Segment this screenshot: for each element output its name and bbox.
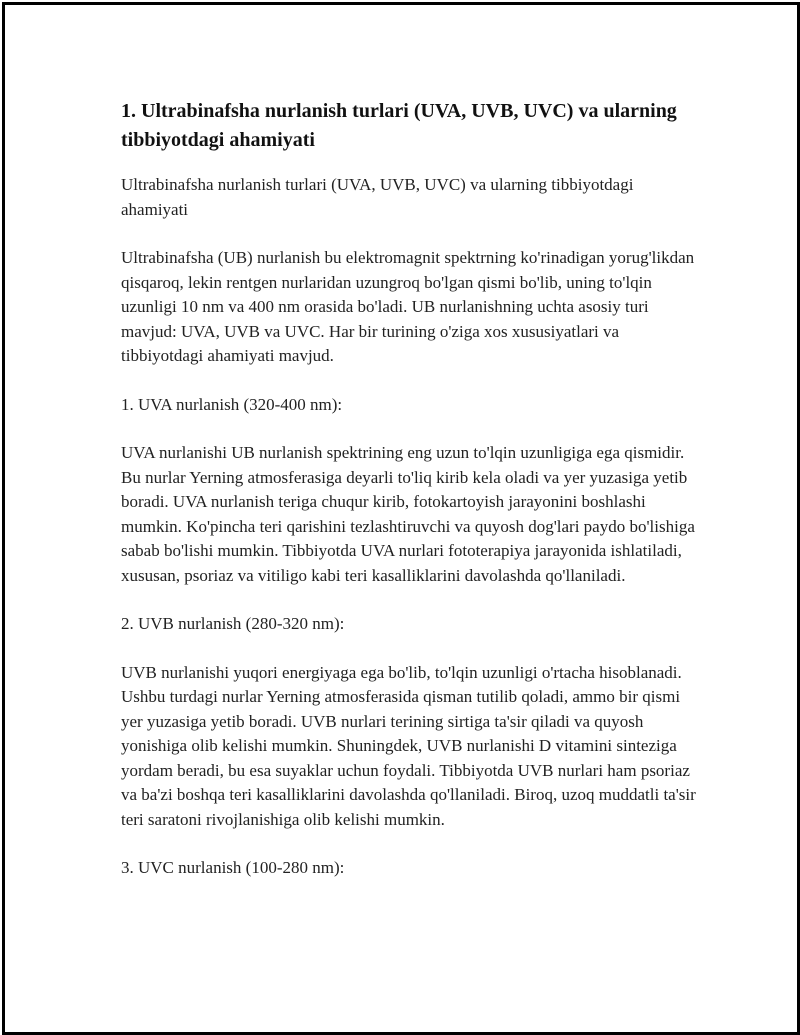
uva-paragraph: UVA nurlanishi UB nurlanish spektrining eng uzun to'lqin uzunligiga ega qismidir. Bu nurlar Yerning atmosferasiga deyarli to'liq kirib kela oladi va yer yuzasiga yetib boradi. UVA nurlanish teriga chuqur kirib, fotokartoyish jarayonini boshlashi mumkin. Ko'pincha teri qarishini tezlashtiruvchi va quyosh dog'lari paydo bo'lishiga sabab bo'lishi mumkin. Tibbiyotda UVA nurlari fototerapiya jarayonida ishlatiladi, xususan, psoriaz va vitiligo kabi teri kasalliklarini davolashda qo'llaniladi. xyxy=(121,443,695,585)
document-title: 1. Ultrabinafsha nurlanish turlari (UVA, UVB, UVC) va ularning tibbiyotdagi ahamiyati xyxy=(121,100,677,151)
uvb-heading: 2. UVB nurlanish (280-320 nm): xyxy=(121,614,345,633)
uvb-paragraph: UVB nurlanishi yuqori energiyaga ega bo'lib, to'lqin uzunligi o'rtacha hisoblanadi. Ushbu turdagi nurlar Yerning atmosferasida qisman tutilib qoladi, ammo bir qismi yer yuzasiga yetib boradi. UVB nurlari terining sirtiga ta'sir qiladi va quyosh yonishiga olib kelishi mumkin. Shuningdek, UVB nurlanishi D vitamini sinteziga yordam beradi, bu esa suyaklar uchun foydali. Tibbiyotda UVB nurlari ham psoriaz va ba'zi boshqa teri kasalliklarini davolashda qo'llaniladi. Biroq, uzoq muddatli ta'sir teri saratoni rivojlanishiga olib kelishi mumkin. xyxy=(121,662,696,829)
intro-paragraph: Ultrabinafsha (UB) nurlanish bu elektromagnit spektrning ko'rinadigan yorug'likdan qisqaroq, lekin rentgen nurlaridan uzungroq bo'lgan qismi bo'lib, uning to'lqin uzunligi 10 nm va 400 nm orasida bo'ladi. UB nurlanishning uchta asosiy turi mavjud: UVA, UVB va UVC. Har bir turining o'ziga xos xususiyatlari va tibbiyotdagi ahamiyati mavjud. xyxy=(121,248,695,365)
uva-heading: 1. UVA nurlanish (320-400 nm): xyxy=(121,394,343,414)
document-body xyxy=(121,97,701,905)
uvc-heading: 3. UVC nurlanish (100-280 nm): xyxy=(121,858,345,877)
page-frame xyxy=(2,2,800,1035)
document-subtitle: Ultrabinafsha nurlanish turlari (UVA, UVB, UVC) va ularning tibbiyotdagi ahamiyati xyxy=(121,175,634,219)
